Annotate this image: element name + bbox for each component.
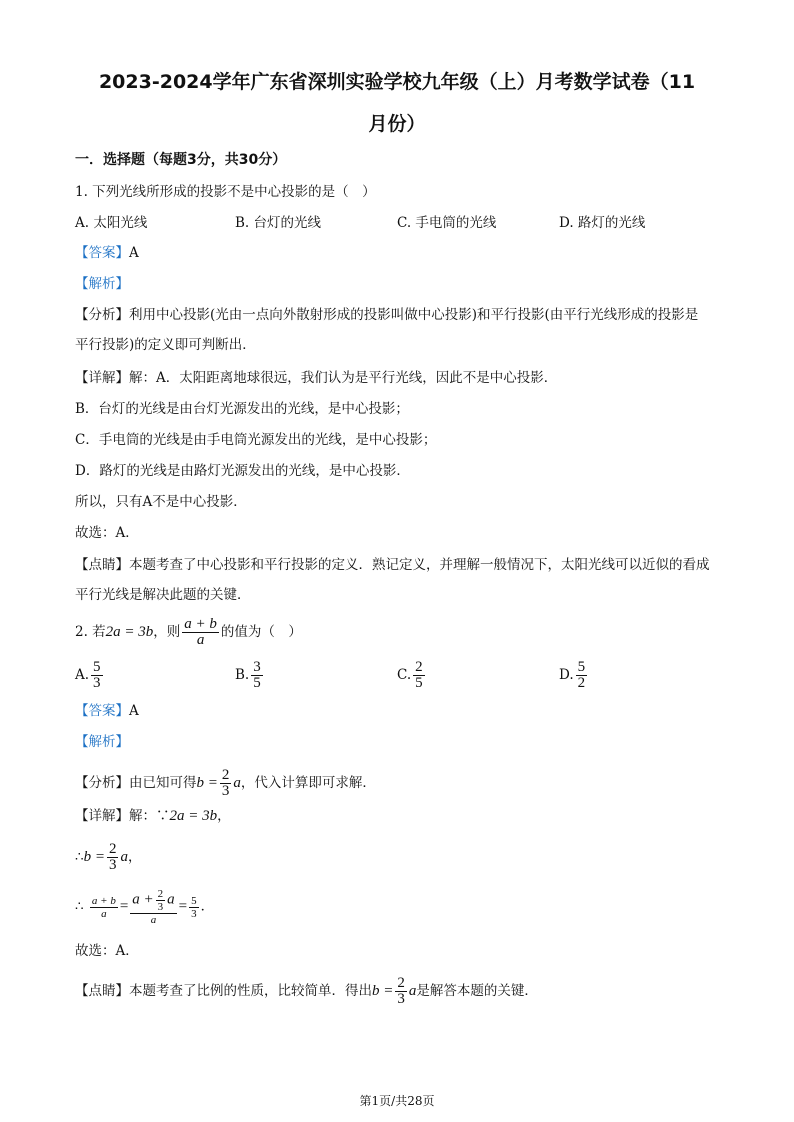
fraction-numerator: 5 bbox=[93, 659, 101, 675]
q2-step-1 bbox=[75, 842, 141, 873]
q2-step2-fraction-2 bbox=[130, 888, 176, 926]
fenxi-tag: 【分析】 bbox=[75, 307, 129, 323]
fraction-numerator: 2 bbox=[108, 841, 117, 857]
q2-comment-fraction bbox=[395, 976, 407, 1007]
fraction-numerator: 2 bbox=[415, 659, 423, 675]
q2-option-d bbox=[559, 660, 589, 691]
q2-option-c bbox=[397, 660, 427, 691]
answer-tag: 【答案】 bbox=[75, 703, 129, 719]
fraction-numerator: 5 bbox=[577, 659, 586, 675]
fraction-numerator: a + b bbox=[184, 616, 217, 632]
fraction-denominator: a bbox=[150, 914, 157, 926]
q2-answer-value: A bbox=[129, 703, 139, 719]
option-letter: C. bbox=[397, 667, 412, 683]
option-letter: B. bbox=[235, 667, 250, 683]
q1-detail-line-5: 所以，只有A不是中心投影． bbox=[75, 494, 247, 510]
fraction-denominator: 3 bbox=[191, 907, 197, 920]
q2-fenxi-var: a bbox=[233, 775, 241, 791]
equals-sign: = bbox=[119, 898, 129, 915]
q2-step2-inner-fraction bbox=[156, 888, 166, 913]
detail-tag: 【详解】 bbox=[75, 808, 129, 824]
fraction-denominator: 5 bbox=[253, 675, 261, 691]
fraction-numerator bbox=[130, 888, 176, 914]
q2-step2-end: ． bbox=[200, 898, 215, 915]
q1-option-b: B. 台灯的光线 bbox=[235, 215, 322, 231]
comment-tag: 【点睛】 bbox=[75, 557, 129, 573]
analysis-tag: 【解析】 bbox=[75, 734, 129, 750]
q2-step1-var: a bbox=[120, 849, 128, 865]
q1-option-a: A. 太阳光线 bbox=[75, 215, 148, 231]
q1-fenxi-line-2: 平行投影)的定义即可判断出． bbox=[75, 337, 256, 353]
q2-option-b bbox=[235, 660, 265, 691]
q2-fenxi-lhs: b = bbox=[196, 775, 218, 791]
q2-answer bbox=[75, 701, 139, 721]
q1-choose: 故选：A． bbox=[75, 525, 139, 541]
option-fraction bbox=[413, 660, 425, 691]
q2-analysis bbox=[75, 732, 129, 752]
option-fraction bbox=[251, 660, 263, 691]
q2-step1-lhs: b = bbox=[83, 849, 105, 865]
q2-stem-prefix: 2. 若 bbox=[75, 624, 106, 640]
fraction-denominator: 5 bbox=[415, 675, 423, 691]
q2-detail-equation: 2a = 3b bbox=[169, 808, 218, 824]
q2-detail-suffix: ， bbox=[217, 808, 231, 824]
q1-comment-line-1 bbox=[75, 555, 710, 575]
section-heading: 一．选择题（每题3分，共30分） bbox=[75, 152, 287, 168]
q2-stem-fraction bbox=[182, 617, 219, 648]
q2-comment-lhs: b = bbox=[372, 983, 394, 999]
fraction-denominator: a bbox=[196, 632, 205, 648]
comment-tag: 【点睛】 bbox=[75, 983, 129, 999]
q2-step1-suffix: ， bbox=[127, 849, 142, 865]
equals-sign: = bbox=[178, 898, 188, 915]
q2-stem-suffix: 的值为（ ） bbox=[220, 624, 302, 640]
q1-detail-text-1: 解：A．太阳距离地球很远，我们认为是平行光线，因此不是中心投影． bbox=[129, 370, 558, 386]
detail-tag: 【详解】 bbox=[75, 370, 129, 386]
page-number-footer: 第1页/共28页 bbox=[359, 1094, 435, 1108]
q1-detail-line-4: D．路灯的光线是由路灯光源发出的光线，是中心投影． bbox=[75, 463, 410, 479]
q2-step2-fraction-3 bbox=[189, 895, 199, 920]
q1-stem: 1. 下列光线所形成的投影不是中心投影的是（ ） bbox=[75, 184, 376, 200]
q2-fenxi-prefix: 由已知可得 bbox=[129, 775, 197, 791]
therefore-symbol: ∴ bbox=[75, 898, 84, 915]
q2-fenxi bbox=[75, 768, 376, 799]
q1-comment-line-2: 平行光线是解决此题的关键． bbox=[75, 587, 251, 603]
q2-step2-fraction-1 bbox=[90, 895, 118, 920]
q1-answer-value: A bbox=[129, 245, 139, 261]
option-fraction bbox=[91, 660, 103, 691]
q2-step2-num-b: a bbox=[167, 891, 175, 908]
q2-step1-fraction bbox=[107, 842, 119, 873]
title-line-2: 月份） bbox=[368, 113, 426, 135]
q2-choose: 故选：A． bbox=[75, 943, 139, 959]
option-letter: D. bbox=[559, 667, 574, 683]
fraction-denominator: 3 bbox=[93, 675, 101, 691]
q1-detail-line-1 bbox=[75, 368, 557, 388]
q2-stem-mid: ，则 bbox=[153, 624, 181, 640]
q2-comment-suffix: 是解答本题的关键． bbox=[416, 983, 538, 999]
fraction-numerator: 2 bbox=[397, 975, 405, 991]
q1-option-d: D. 路灯的光线 bbox=[559, 215, 646, 231]
fraction-denominator: 3 bbox=[221, 783, 230, 799]
q2-stem bbox=[75, 617, 302, 648]
q2-fenxi-fraction bbox=[220, 768, 232, 799]
q1-detail-line-3: C．手电筒的光线是由手电筒光源发出的光线，是中心投影； bbox=[75, 432, 437, 448]
q1-detail-line-2: B．台灯的光线是由台灯光源发出的光线，是中心投影； bbox=[75, 401, 409, 417]
fraction-denominator: 3 bbox=[108, 857, 117, 873]
q2-comment-var: a bbox=[408, 983, 417, 999]
q2-stem-equation: 2a = 3b bbox=[105, 624, 154, 640]
q2-option-a bbox=[75, 660, 105, 691]
q2-step-2 bbox=[75, 888, 214, 926]
q1-comment-text-1: 本题考查了中心投影和平行投影的定义．熟记定义，并理解一般情况下，太阳光线可以近似的看成 bbox=[129, 557, 710, 573]
q2-comment-prefix: 本题考查了比例的性质，比较简单．得出 bbox=[129, 983, 372, 999]
answer-tag: 【答案】 bbox=[75, 245, 129, 261]
q1-analysis bbox=[75, 274, 129, 294]
analysis-tag: 【解析】 bbox=[75, 276, 129, 292]
option-letter: A. bbox=[75, 667, 90, 683]
option-fraction bbox=[576, 660, 588, 691]
q1-option-c: C. 手电筒的光线 bbox=[397, 215, 497, 231]
fraction-numerator: a + b bbox=[91, 894, 116, 907]
fraction-numerator: 2 bbox=[221, 767, 230, 783]
fraction-denominator: 3 bbox=[397, 991, 405, 1007]
fraction-numerator: 3 bbox=[253, 659, 261, 675]
q1-fenxi-line-1 bbox=[75, 305, 698, 325]
fraction-numerator: 5 bbox=[191, 894, 197, 907]
fraction-denominator: 3 bbox=[157, 901, 164, 913]
q2-detail-prefix: 解：∵ bbox=[129, 808, 170, 824]
q1-fenxi-text-1: 利用中心投影(光由一点向外散射形成的投影叫做中心投影)和平行投影(由平行光线形成的投影是 bbox=[129, 307, 699, 323]
fraction-numerator: 2 bbox=[157, 888, 164, 900]
fraction-denominator: a bbox=[101, 907, 107, 920]
q2-comment bbox=[75, 976, 538, 1007]
q1-answer bbox=[75, 243, 139, 263]
fenxi-tag: 【分析】 bbox=[75, 775, 129, 791]
q2-step2-num-a: a + bbox=[132, 891, 154, 908]
fraction-denominator: 2 bbox=[577, 675, 586, 691]
title-line-1: 2023-2024学年广东省深圳实验学校九年级（上）月考数学试卷（11 bbox=[98, 71, 696, 93]
therefore-symbol: ∴ bbox=[75, 849, 84, 865]
q2-fenxi-suffix: ，代入计算即可求解． bbox=[240, 775, 376, 791]
q2-detail bbox=[75, 806, 231, 826]
